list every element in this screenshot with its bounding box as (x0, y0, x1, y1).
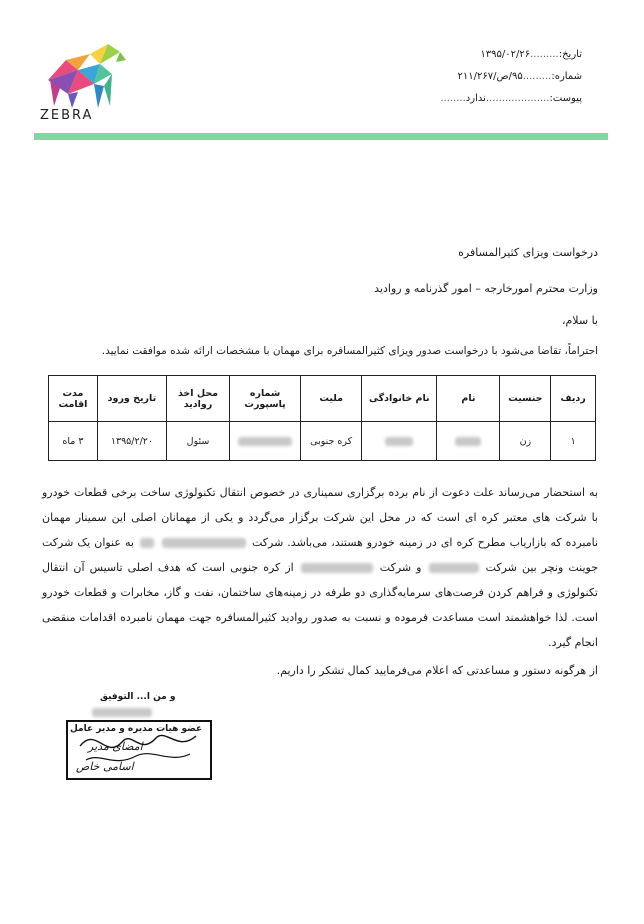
cell-last-name (362, 422, 437, 461)
redacted-company-3 (301, 563, 373, 573)
meta-attachment: پیوست:....................ندارد........ (440, 93, 582, 104)
meta-date: تاریخ:.........۱۳۹۵/۰۲/۲۶ (480, 49, 582, 60)
handwritten-names: اسامی خاص (76, 760, 134, 773)
cell-place: سئول (166, 422, 229, 461)
table-row (49, 422, 596, 461)
th-last-name: نام خانوادگی (362, 376, 437, 422)
table-header-row (49, 376, 596, 422)
header-divider (34, 133, 608, 140)
cell-first-name (437, 422, 500, 461)
th-entry-date: تاریخ ورود (97, 376, 166, 422)
letter-body-paragraph: به استحضار می‌رساند علت دعوت از نام برده برگزاری سمیناری در خصوص انتقال تکنولوژی ساخت برخی قطعات خودرو با شرکت های معتبر کره ای است که در محل این شرکت برگزار می‌گردد و یکی از مهمانان اصلی این سمینار مهمان نامبرده که بازاریاب مطرح کره ای در زمینه خودرو هستند، می‌باشد. شرکت به عنوان یک شرکت جوینت ونچر بین شرکت و شرکت از کره جنوبی است که هدف اصلی تاسیس آن انتقال تکنولوژی و فراهم کردن فرصت‌های سرمایه‌گذاری دو طرفه در زمینه‌های ساختمان، نفت و گاز، مخابرات و قطعات خودرو است. لذا خواهشمند است مساعدت فرموده و نسبت به صدور روادید کثیرالمسافره جهت مهمان نامبرده اقدامات منقضی انجام گیرد. (42, 486, 599, 649)
letter-subject: درخواست ویزای کثیرالمسافره (458, 246, 598, 259)
meta-number: شماره:.........۹۵/ص/۲۱۱/۲۶۷ (457, 71, 582, 82)
redacted-company-1b (140, 538, 154, 548)
redacted-passport (238, 437, 292, 446)
signer-role: عضو هیات مدیره و مدیر عامل (70, 724, 203, 734)
letter-closing: از هرگونه دستور و مساعدتی که اعلام می‌فرمایید کمال تشکر را داریم. (276, 664, 598, 677)
redacted-last-name (385, 437, 413, 446)
th-gender: جنسیت (500, 376, 551, 422)
guest-info-table (48, 375, 596, 461)
handwritten-signature: امضای مدیر (88, 740, 143, 753)
redacted-first-name (455, 437, 481, 446)
signature-scribble-icon (66, 716, 216, 786)
cell-gender: زن (500, 422, 551, 461)
redacted-company-1 (162, 538, 246, 548)
cell-duration: ۳ ماه (49, 422, 98, 461)
letter-meta (382, 44, 582, 110)
letter-greeting: با سلام، (561, 314, 598, 327)
brand-name: ZEBRA (40, 108, 94, 123)
cell-row: ۱ (551, 422, 596, 461)
cell-entry-date: ۱۳۹۵/۲/۲۰ (97, 422, 166, 461)
redacted-company-2 (429, 563, 479, 573)
zebra-logo-icon (38, 40, 128, 110)
th-passport: شماره پاسپورت (230, 376, 301, 422)
cell-nationality: کره جنوبی (301, 422, 362, 461)
letter-recipient: وزارت محترم امورخارجه – امور گذرنامه و روادید (374, 282, 598, 295)
th-nationality: ملیت (301, 376, 362, 422)
signature-heading: و من ا... التوفیق (100, 692, 176, 702)
th-first-name: نام (437, 376, 500, 422)
th-duration: مدت اقامت (49, 376, 98, 422)
th-row: ردیف (551, 376, 596, 422)
cell-passport (230, 422, 301, 461)
signature-block (66, 692, 216, 792)
th-place: محل اخذ روادید (166, 376, 229, 422)
letter-request: احتراماً، تقاضا می‌شود با درخواست صدور ویزای کثیرالمسافره برای مهمان با مشخصات ارائه شده موافقت نمایید. (101, 345, 598, 357)
